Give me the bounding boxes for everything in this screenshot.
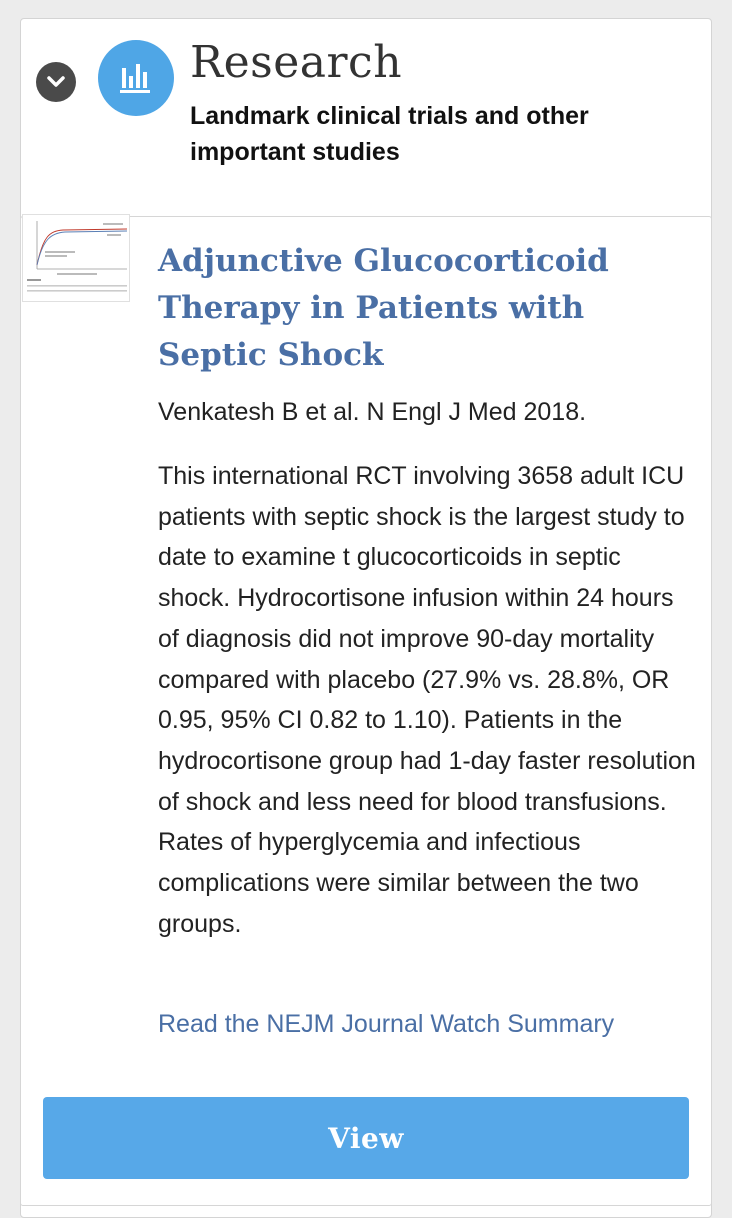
article-summary: This international RCT involving 3658 adult ICU patients with septic shock is the largest study to date to examine t glucocorticoids in septic shock. Hydrocortisone infusion within 24 hours of diagnosis did not improve 90-day mortality compared with placebo (27.9% vs. 28.8%, OR 0.95, 95% CI 0.82 to 1.10). Patients in the hydrocortisone group had 1-day faster resolution of shock and less need for blood transfusions. Rates of hyperglycemia and infectious complications were similar between the two groups.: [158, 462, 696, 938]
article-title[interactable]: Adjunctive Glucocorticoid Therapy in Patients with Septic Shock: [158, 243, 609, 373]
section-title: Research: [190, 37, 403, 88]
bar-chart-icon: [98, 40, 174, 116]
collapse-button[interactable]: [36, 62, 76, 102]
article-thumbnail[interactable]: [22, 214, 130, 302]
chevron-down-icon: [46, 75, 66, 89]
section-subtitle: Landmark clinical trials and other important studies: [190, 102, 589, 166]
article-citation: Venkatesh B et al. N Engl J Med 2018.: [158, 398, 587, 426]
view-button[interactable]: View: [43, 1097, 689, 1179]
journal-watch-link[interactable]: Read the NEJM Journal Watch Summary: [158, 1010, 615, 1038]
